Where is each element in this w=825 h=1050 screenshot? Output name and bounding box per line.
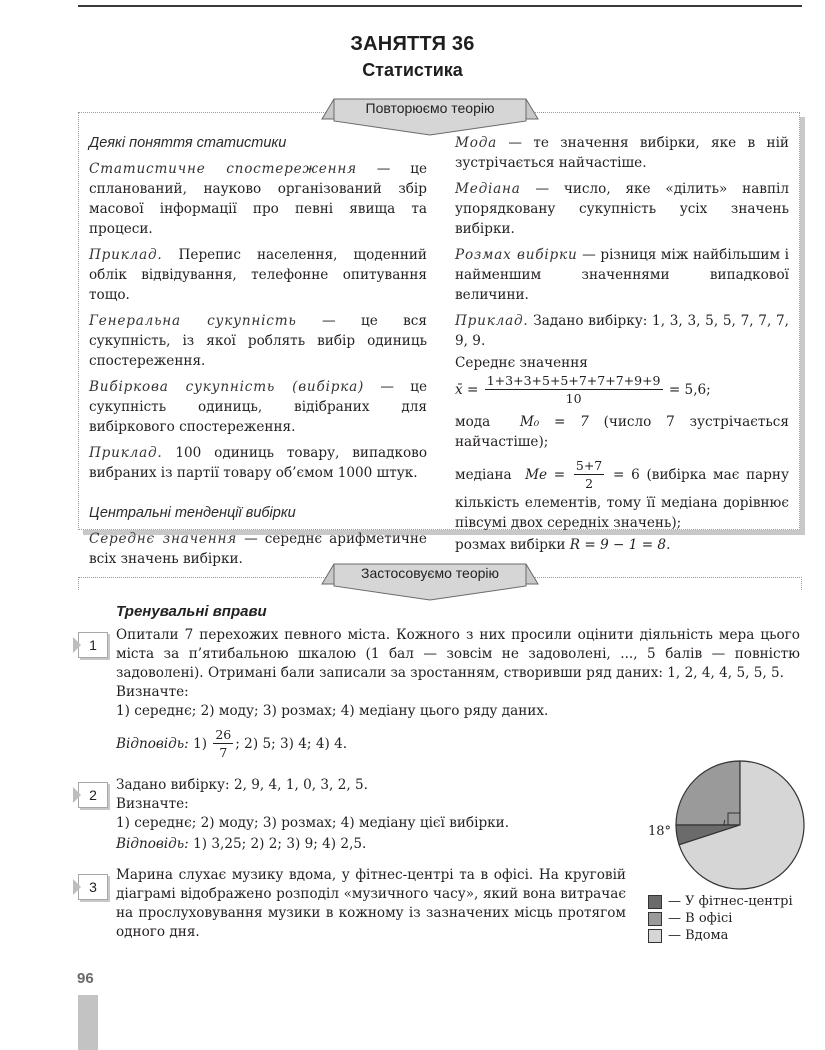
practice-heading: Тренувальні вправи: [116, 603, 267, 620]
pie-legend: [648, 893, 793, 944]
task-determine: Визначте:: [116, 684, 189, 700]
legend-swatch: [648, 895, 662, 909]
def-mean: Середнє значення — середнє арифметичне всіх значень вибірки.: [89, 531, 427, 567]
mean-label: Середнє значення: [455, 355, 588, 371]
lesson-title: ЗАНЯТТЯ 36: [350, 33, 475, 55]
pie-slice-office: [676, 761, 740, 825]
top-rule: [78, 5, 802, 7]
task-text: Задано вибірку: 2, 9, 4, 1, 0, 3, 2, 5.: [116, 777, 368, 793]
legend-swatch: [648, 929, 662, 943]
practice-banner-label: Застосовуємо теорію: [360, 565, 500, 581]
theory-heading-concepts: Деякі поняття статистики: [89, 135, 287, 151]
median-formula: медіана Me = $\frac{5+7}{2}$ = 6 (вибірка має парну кількість елементів, тому її медіана дорівнює півсумі двох середніх значень);: [455, 458, 789, 531]
theory-banner: [320, 97, 540, 131]
def-range: Розмах вибірки — різниця між найбільшим і найменшим значеннями випадкової величини.: [455, 247, 789, 303]
def-statistical-observation: Статистичне спостереження — це спланований, науково організований збір масової інформації про певні явища та процеси.: [89, 161, 427, 237]
example-3: Приклад. Задано вибірку: 1, 3, 3, 5, 5, 7, 7, 7, 9, 9.: [455, 313, 789, 349]
legend-swatch: [648, 912, 662, 926]
badge-arrow-icon: [73, 879, 81, 895]
task-1: [116, 626, 800, 762]
example-2: Приклад. 100 одиниць товару, випадково вибраних із партії товару об’ємом 1000 штук.: [89, 445, 427, 481]
page-edge-bar: [78, 995, 98, 1050]
theory-heading-central: Центральні тенденції вибірки: [89, 505, 296, 521]
task-number-badge: 1: [78, 632, 108, 658]
pie-angle-label: 18°: [648, 824, 672, 839]
pie-chart: [640, 755, 820, 950]
task-determine: Визначте:: [116, 796, 189, 812]
task-number-badge: 3: [78, 874, 108, 900]
task-text: Марина слухає музику вдома, у фітнес-центрі та в офісі. На круговій діаграмі відображено розподіл «музичного часу», який вона витрачає на прослуховування музики в кожному із зазначених місць протягом одного дня.: [116, 867, 626, 940]
def-sample: Вибіркова сукупність (вибірка) — це сукупність одиниць, відібраних для вибіркового спостереження.: [89, 379, 427, 435]
range-formula: розмах вибірки R = 9 − 1 = 8.: [455, 537, 671, 553]
page-number: 96: [77, 970, 94, 987]
task-text: Опитали 7 перехожих певного міста. Кожного з них просили оцінити діяльність мера цього міста за п’ятибальною шкалою (1 бал — зовсім не задоволені, ..., 5 балів — повністю задоволені). Отримані бали записали за зростанням, створивши ряд даних: 1, 2, 4, 4, 5, 5, 5.: [116, 627, 800, 681]
theory-box: [78, 112, 800, 567]
legend-item-home: — Вдома: [648, 927, 793, 944]
badge-arrow-icon: [73, 787, 81, 803]
theory-right-column: [455, 133, 789, 561]
task-items: 1) середнє; 2) моду; 3) розмах; 4) медіану цього ряду даних.: [116, 703, 549, 719]
theory-left-column: [89, 133, 427, 575]
task-answer: Відповідь: 1) 3,25; 2) 2; 3) 9; 4) 2,5.: [116, 836, 367, 852]
legend-item-office: — В офісі: [648, 910, 793, 927]
badge-arrow-icon: [73, 637, 81, 653]
def-general-population: Генеральна сукупність — це вся сукупність, із якої роблять вибір одиниць спостереження.: [89, 313, 427, 369]
topic-title: Статистика: [362, 60, 463, 80]
task-3: [116, 866, 626, 942]
theory-banner-label: Повторюємо теорію: [365, 100, 495, 116]
example-1: Приклад. Перепис населення, щоденний облік відвідування, телефонне опитування тощо.: [89, 247, 427, 303]
def-mode: Мода — те значення вибірки, яке в ній зустрічається найчастіше.: [455, 135, 789, 171]
def-median: Медіана — число, яке «ділить» навпіл упорядковану сукупність усіх значень вибірки.: [455, 181, 789, 237]
legend-item-fitness: — У фітнес-центрі: [648, 893, 793, 910]
practice-banner: [320, 562, 540, 596]
task-items: 1) середнє; 2) моду; 3) розмах; 4) медіану цієї вибірки.: [116, 815, 510, 831]
task-answer: Відповідь: 1) $\frac{26}{7}$ ; 2) 5; 3) 4; 4) 4.: [116, 727, 348, 760]
task-2: [116, 776, 636, 854]
mean-formula: x̄ = $\frac{1+3+3+5+5+7+7+7+9+9}{10}$ = 5,6;: [455, 373, 711, 406]
task-number-badge: 2: [78, 782, 108, 808]
mode-formula: мода M₀ = 7 (число 7 зустрічається найчастіше);: [455, 414, 789, 450]
